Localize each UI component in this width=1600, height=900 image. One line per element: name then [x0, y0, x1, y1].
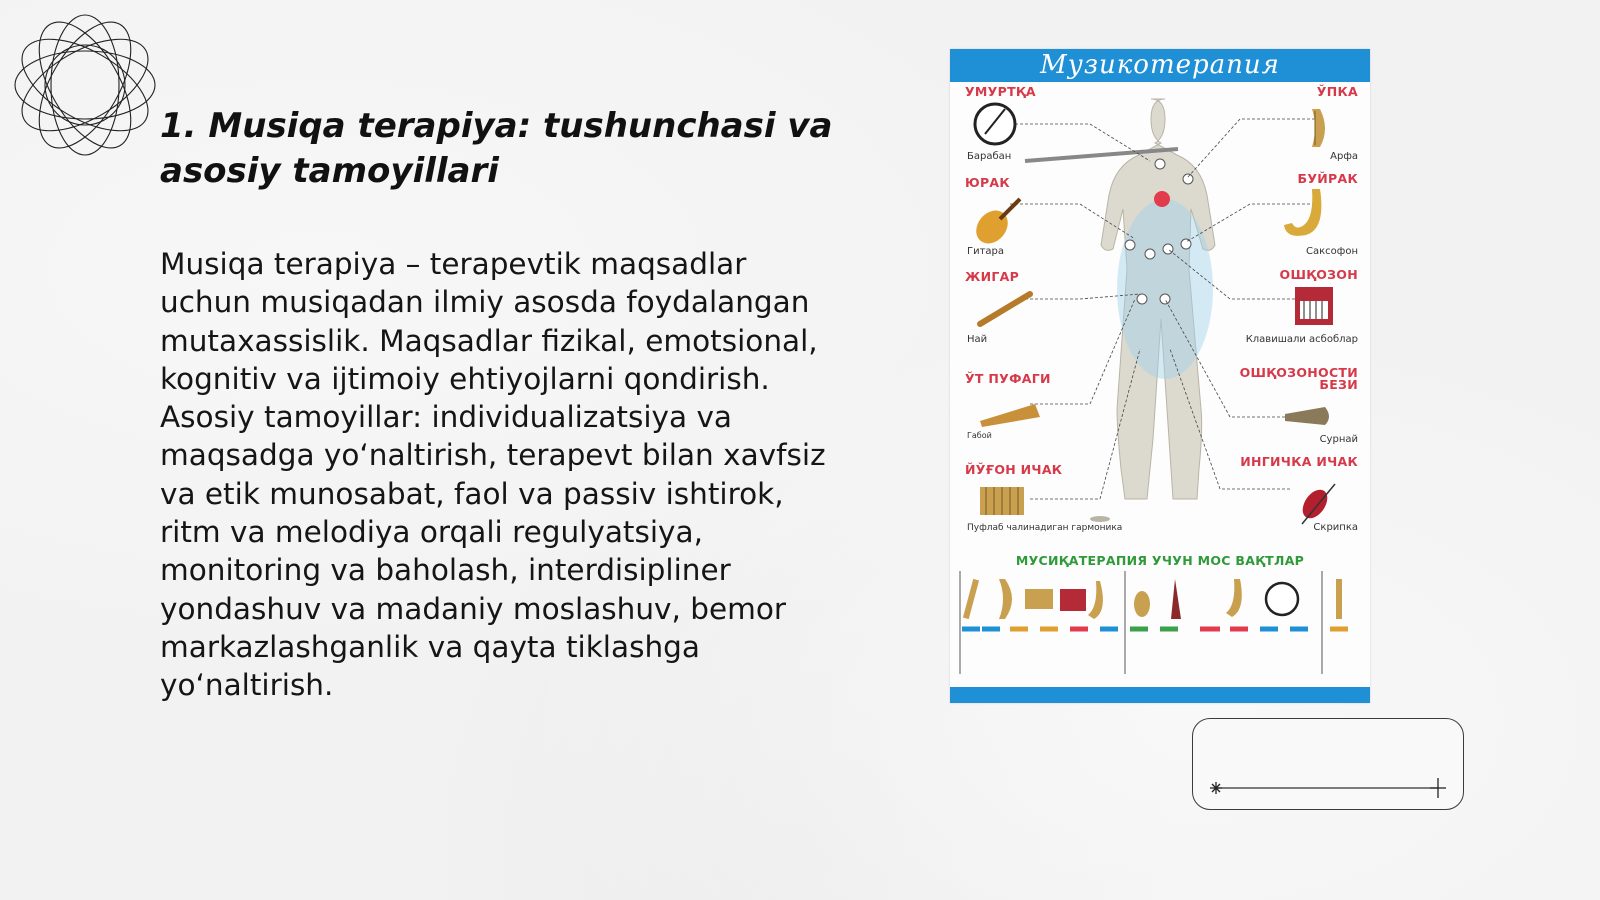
timeline-track [1192, 718, 1464, 810]
instrument-label-horn: Габой [967, 431, 992, 440]
instrument-label-saxophone: Саксофон [1306, 246, 1358, 257]
harp-icon [1312, 109, 1325, 147]
flute-icon [980, 294, 1030, 324]
organ-label-kidney: БУЙРАК [1297, 171, 1358, 186]
slide-title: 1. Musiqa terapiya: tushunchasi va asosiy tamoyillari [160, 106, 833, 191]
organ-label-small-intestine: ИНГИЧКА ИЧАК [1240, 454, 1358, 469]
sparkle-icon [1210, 782, 1222, 794]
organ-label-heart: ЮРАК [965, 175, 1010, 190]
bottom-instruments-strip [960, 571, 1348, 674]
instrument-label-flute: Най [967, 334, 988, 345]
timeline-widget[interactable] [1192, 718, 1464, 810]
drum-icon [975, 104, 1015, 144]
saxophone-icon [1284, 189, 1321, 236]
circles-ornament-icon [10, 10, 160, 160]
crosshair-icon [1430, 778, 1446, 798]
organ-label-liver: ЖИГАР [965, 269, 1020, 284]
organ-label-gallbladder: ЎТ ПУФАГИ [965, 371, 1051, 386]
instrument-label-trumpet: Сурнай [1319, 434, 1358, 445]
instrument-label-violin: Скрипка [1313, 522, 1358, 533]
organ-label-stomach: ОШҚОЗОН [1279, 267, 1358, 282]
poster-bottom-title: МУСИҚАТЕРАПИЯ УЧУН МОС ВАҚТЛАР [1015, 553, 1305, 568]
poster-footer-bar [950, 687, 1370, 703]
slide-body-text: Musiqa terapiya – terapevtik maqsadlar uchun musiqadan ilmiy asosda foydalangan mutaxassislik. Maqsadlar fizikal, emotsional, kognitiv va ijtimoiy ehtiyojlarni qondirish. Asosiy tamoyillar: individualizatsiya va maqsadga yo‘naltirish, terapevt bilan xavfsiz va etik munosabat, faol va passiv ishtirok, ritm va melodiya orqali regulyatsiya, monitoring va baholash, interdisipliner yondashuv va madaniy moslashuv, bemor markazlashganlik va qayta tiklashga yo‘naltirish. [160, 247, 826, 703]
instrument-label-drum: Барабан [967, 151, 1012, 162]
guitar-icon [970, 199, 1020, 250]
organ-label-colon: ЙЎҒОН ИЧАК [965, 462, 1063, 477]
instrument-label-panpipe: Пуфлаб чалинадиган гармоника [967, 523, 1123, 533]
poster-header: Музикотерапия [950, 49, 1370, 82]
music-therapy-poster [950, 49, 1370, 703]
organ-label-spine: УМУРТҚА [965, 84, 1036, 99]
instrument-label-guitar: Гитара [967, 246, 1005, 257]
instrument-label-keyboard: Клавишали асбоблар [1245, 334, 1358, 345]
human-figure [1090, 99, 1215, 522]
violin-icon [1298, 484, 1335, 524]
panpipe-icon [980, 487, 1024, 515]
horn-icon [980, 404, 1040, 427]
organ-label-pancreas: ОШҚОЗОНОСТИ БЕЗИ [1239, 365, 1358, 392]
organ-label-lung: ЎПКА [1316, 84, 1358, 99]
instrument-label-harp: Арфа [1330, 151, 1358, 162]
trumpet-icon [1285, 407, 1329, 425]
keyboard-icon [1295, 287, 1333, 325]
